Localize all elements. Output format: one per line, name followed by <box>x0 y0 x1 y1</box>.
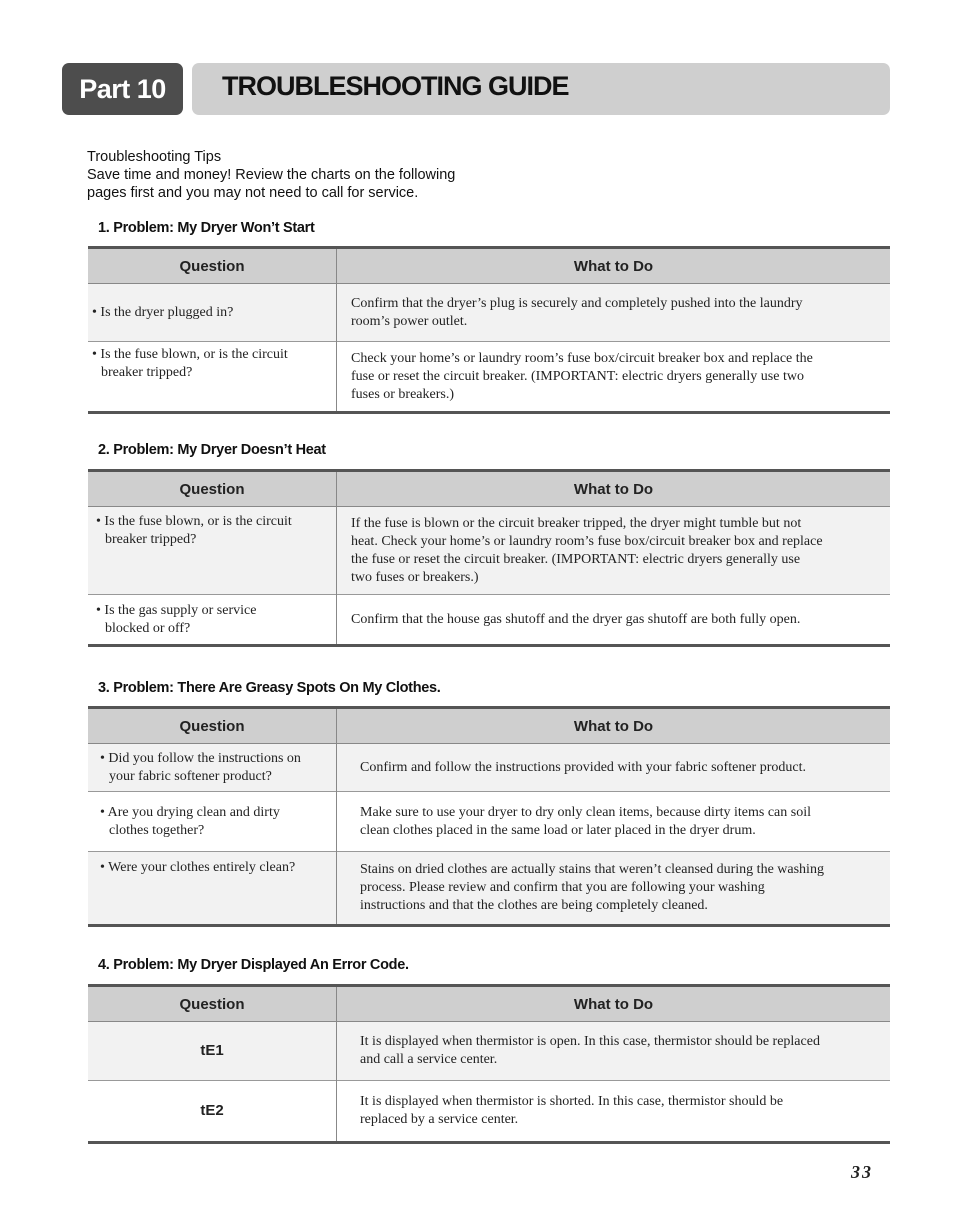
table-row <box>88 792 890 852</box>
answer-line: If the fuse is blown or the circuit breaker tripped, the dryer might tumble but not <box>351 515 802 531</box>
question-line: breaker tripped? <box>101 365 193 380</box>
table-row <box>88 595 890 646</box>
section-title: 3. Problem: There Are Greasy Spots On My Clothes. <box>98 680 441 696</box>
answer-line: fuse or reset the circuit breaker. (IMPORTANT: electric dryers generally use two <box>351 368 804 384</box>
question-line: • Is the fuse blown, or is the circuit <box>92 347 288 362</box>
page-title: TROUBLESHOOTING GUIDE <box>222 71 569 101</box>
answer-cell <box>337 507 891 595</box>
answer-line: process. Please review and confirm that you are following your washing <box>360 880 765 895</box>
answer-line: Check your home’s or laundry room’s fuse box/circuit breaker box and replace the <box>351 350 813 366</box>
answer-line: two fuses or breakers.) <box>351 569 479 585</box>
column-header-question: Question <box>88 248 337 284</box>
table-row <box>88 342 890 413</box>
question-cell <box>88 852 337 926</box>
answer-line: and call a service center. <box>360 1052 498 1067</box>
question-line: blocked or off? <box>105 620 191 636</box>
intro-line: Save time and money! Review the charts on the following <box>87 167 456 183</box>
answer-cell <box>337 284 891 342</box>
answer-cell <box>337 595 891 646</box>
question-cell <box>88 507 337 595</box>
answer-line: clean clothes placed in the same load or later placed in the dryer drum. <box>360 822 756 838</box>
answer-line: replaced by a service center. <box>360 1112 519 1127</box>
question-cell <box>88 342 337 413</box>
question-cell <box>88 595 337 646</box>
intro <box>87 148 507 202</box>
answer-cell <box>337 792 891 852</box>
answer-line: heat. Check your home’s or laundry room’s fuse box/circuit breaker box and replace <box>351 533 823 549</box>
section-title: 1. Problem: My Dryer Won’t Start <box>98 220 315 236</box>
table-row <box>88 507 890 595</box>
troubleshooting-table <box>88 984 890 1144</box>
title-banner <box>192 63 890 115</box>
intro-heading: Troubleshooting Tips <box>87 149 222 165</box>
answer-line: Confirm that the house gas shutoff and the dryer gas shutoff are both fully open. <box>351 611 801 627</box>
answer-cell <box>337 1081 891 1143</box>
answer-cell <box>337 342 891 413</box>
answer-line: It is displayed when thermistor is shorted. In this case, thermistor should be <box>360 1094 784 1109</box>
answer-cell <box>337 1022 891 1081</box>
question-line: your fabric softener product? <box>109 768 272 784</box>
question-cell <box>88 744 337 792</box>
question-line: • Did you follow the instructions on <box>100 750 301 766</box>
table-row <box>88 1022 890 1081</box>
column-header-what-to-do: What to Do <box>337 708 891 744</box>
column-header-what-to-do: What to Do <box>337 471 891 507</box>
answer-cell <box>337 852 891 926</box>
answer-line: Stains on dried clothes are actually stains that weren’t cleansed during the washing <box>360 862 824 877</box>
answer-line: Confirm and follow the instructions provided with your fabric softener product. <box>360 759 806 775</box>
column-header-question: Question <box>88 708 337 744</box>
troubleshooting-table <box>88 706 890 927</box>
answer-line: fuses or breakers.) <box>351 386 455 402</box>
answer-line: Confirm that the dryer’s plug is securely and completely pushed into the laundry <box>351 295 803 311</box>
column-header-question: Question <box>88 471 337 507</box>
error-code-cell: tE2 <box>88 1081 337 1143</box>
question-line: • Are you drying clean and dirty <box>100 804 280 820</box>
answer-line: Make sure to use your dryer to dry only clean items, because dirty items can soil <box>360 804 811 820</box>
question-line: clothes together? <box>109 822 205 838</box>
question-line: breaker tripped? <box>105 532 197 547</box>
section-title: 4. Problem: My Dryer Displayed An Error Code. <box>98 957 409 973</box>
page-header <box>62 63 890 115</box>
answer-cell <box>337 744 891 792</box>
troubleshooting-table <box>88 246 890 414</box>
page-number: 33 <box>851 1162 873 1182</box>
section-title: 2. Problem: My Dryer Doesn’t Heat <box>98 442 326 458</box>
question-cell <box>88 284 337 342</box>
column-header-what-to-do: What to Do <box>337 986 891 1022</box>
table-row <box>88 1081 890 1143</box>
question-cell <box>88 792 337 852</box>
error-code-cell: tE1 <box>88 1022 337 1081</box>
table-row <box>88 744 890 792</box>
column-header-what-to-do: What to Do <box>337 248 891 284</box>
troubleshooting-table <box>88 469 890 647</box>
answer-line: instructions and that the clothes are being completely cleaned. <box>360 898 708 913</box>
question-line: • Were your clothes entirely clean? <box>100 860 296 875</box>
answer-line: room’s power outlet. <box>351 313 468 329</box>
table-row <box>88 852 890 926</box>
column-header-question: Question <box>88 986 337 1022</box>
answer-line: It is displayed when thermistor is open. In this case, thermistor should be replaced <box>360 1034 820 1049</box>
question-line: • Is the gas supply or service <box>96 602 257 618</box>
answer-line: the fuse or reset the circuit breaker. (IMPORTANT: electric dryers generally use <box>351 551 801 567</box>
part-label: Part 10 <box>62 63 183 115</box>
intro-line: pages first and you may not need to call for service. <box>87 185 419 201</box>
question-line: • Is the dryer plugged in? <box>92 304 234 320</box>
question-line: • Is the fuse blown, or is the circuit <box>96 514 292 529</box>
table-row <box>88 284 890 342</box>
